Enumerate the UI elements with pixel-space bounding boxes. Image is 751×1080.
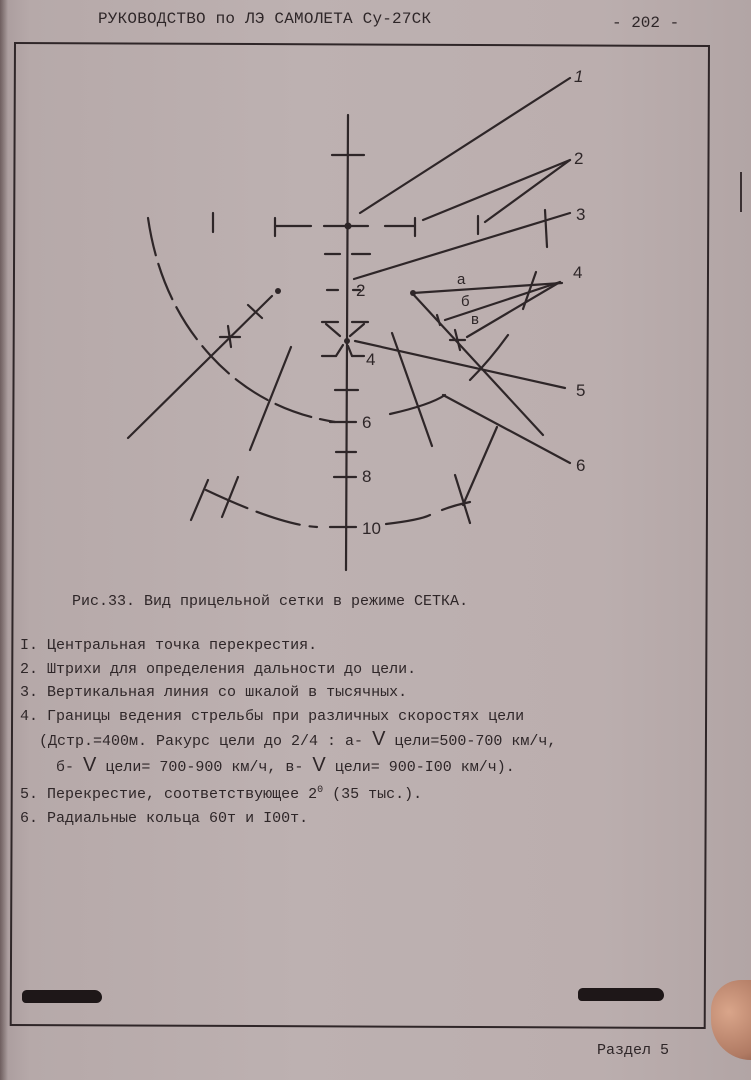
legend-item-6: 6. Радиальные кольца 60т и I00т. xyxy=(20,809,309,827)
legend-item-2: 2. Штрихи для определения дальности до цели. xyxy=(20,660,417,678)
document-title: РУКОВОДСТВО по ЛЭ САМОЛЕТА Су-27СК xyxy=(98,10,432,28)
scale-label-4: 4 xyxy=(366,350,376,369)
section-label: Раздел 5 xyxy=(597,1042,670,1059)
velocity-symbol: V xyxy=(312,753,326,776)
legend-item-3: 3. Вертикальная линия со шкалой в тысячных. xyxy=(20,684,408,701)
sublabel-v: в xyxy=(471,311,479,328)
legend-item-5: 5. Перекрестие, соответствующее $2^0$ (35 тыс.). xyxy=(20,785,423,803)
scale-label-10: 10 xyxy=(362,519,381,538)
page-number: - 202 - xyxy=(612,14,680,32)
legend-item-4: 4. Границы ведения стрельбы при различных скоростях цели (Дстр.=400м. Ракурс цели до 2/4 : а- V цели=500-700 км/ч, б- V цели= 700-900 км/ч, в- V цели= 900-I00 км/ч). xyxy=(20,705,556,780)
sublabel-b: б xyxy=(461,293,470,310)
figure-caption: Рис.33. Вид прицельной сетки в режиме СЕТКА. xyxy=(72,593,469,610)
velocity-symbol: V xyxy=(372,728,386,750)
velocity-symbol: V xyxy=(83,753,97,776)
scale-label-6: 6 xyxy=(362,413,372,432)
callout-4: 4 xyxy=(573,263,583,282)
sublabel-a: а xyxy=(457,271,466,288)
central-point xyxy=(345,223,352,230)
scale-label-8: 8 xyxy=(362,467,372,486)
callout-2: 2 xyxy=(574,149,584,168)
scale-label-2: 2 xyxy=(356,281,366,300)
callout-5: 5 xyxy=(576,381,586,400)
figure-legend xyxy=(20,634,556,830)
legend-item-4-line3: б- V цели= 700-900 км/ч, в- V цели= 900-I00 км/ч). xyxy=(56,753,515,776)
redaction-mark-left xyxy=(22,990,102,1003)
redaction-mark-right xyxy=(578,988,664,1001)
crosshair-2deg-point xyxy=(344,338,350,344)
callout-1: 1 xyxy=(574,67,584,86)
callout-6: 6 xyxy=(576,456,586,475)
callout-3: 3 xyxy=(576,205,586,224)
legend-item-1: I. Центральная точка перекрестия. xyxy=(20,637,318,654)
legend-item-4-line2: (Дстр.=400м. Ракурс цели до 2/4 : а- V цели=500-700 км/ч, xyxy=(39,728,557,750)
